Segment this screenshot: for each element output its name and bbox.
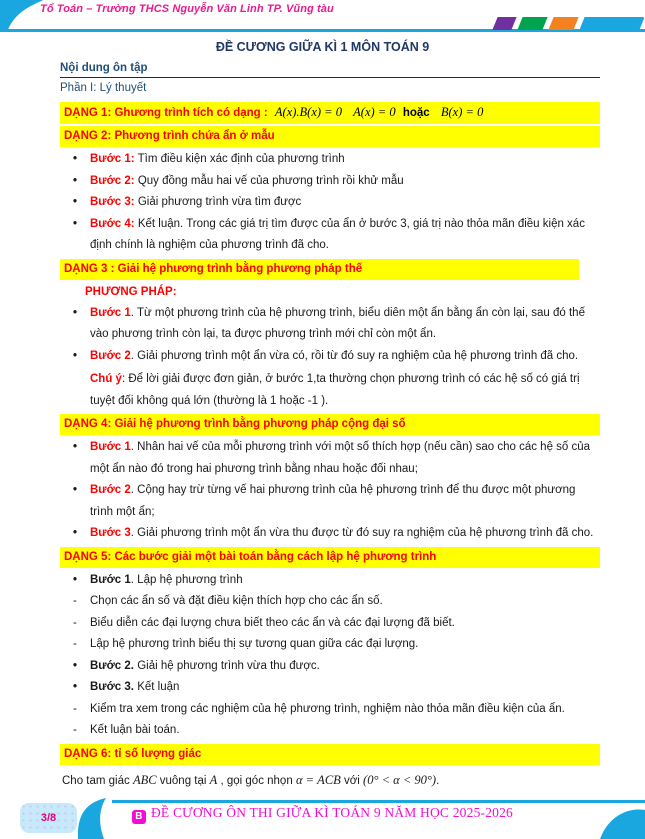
corner-arc-icon <box>591 803 645 839</box>
dash-marker: - <box>73 638 77 650</box>
dang6-sentence: Cho tam giác ABC vuông tại A , gọi góc nhọn α = ACB với (0° < α < 90°). <box>62 772 440 787</box>
list-item: • Bước 2: Quy đồng mẫu hai vế của phương trình rồi khử mẫu <box>60 171 600 193</box>
list-item: - Kiểm tra xem trong các nghiệm của hệ phương trình, nghiệm nào thỏa mãn điều kiện của ẩn. <box>60 699 600 721</box>
dang5-items <box>60 570 600 742</box>
school-name: Tổ Toán – Trường THCS Nguyễn Văn Linh TP. Vũng tàu <box>40 3 334 15</box>
orange-parallelogram-icon <box>548 17 578 30</box>
dash-marker: - <box>73 724 77 736</box>
bullet-marker: • <box>73 349 78 362</box>
list-item: - Chọn các ẩn số và đặt điều kiện thích hợp cho các ẩn số. <box>60 591 600 613</box>
list-item: - Kết luận bài toán. <box>60 720 600 742</box>
b-logo-icon: B <box>132 810 146 824</box>
dang3-heading: DẠNG 3 : Giải hệ phương trình bằng phương pháp thế <box>60 259 579 280</box>
dash-marker: - <box>73 595 77 607</box>
note-label: Chú ý <box>90 373 122 385</box>
dang2-heading: DẠNG 2: Phương trình chứa ẩn ở mẫu <box>60 126 600 147</box>
bullet-marker: • <box>73 527 78 539</box>
dang1-formula-3: B(x) = 0 <box>440 105 484 119</box>
bullet-marker: • <box>73 681 78 693</box>
bullet-marker: • <box>73 217 78 230</box>
bullet-marker: • <box>73 153 78 165</box>
footer-title: B ĐỀ CƯƠNG ÔN THI GIỮA KÌ TOÁN 9 NĂM HỌC 2025-2026 <box>0 805 645 824</box>
list-item: • Bước 1. Từ một phương trình của hệ phương trình, biểu diên một ẩn bằng ẩn còn lại, sau đó thế vào phương trình còn lại, ta được phương trình mới chỉ còn một ẩn. <box>60 303 600 346</box>
list-item: • Bước 3: Giải phương trình vừa tìm được <box>60 192 600 214</box>
list-item: • Bước 2. Giải hệ phương trình vừa thu được. <box>60 656 600 678</box>
bullet-marker: • <box>73 659 78 672</box>
page-title: ĐỀ CƯƠNG GIỮA KÌ 1 MÔN TOÁN 9 <box>215 40 430 54</box>
list-item: • Bước 3. Giải phương trình một ẩn vừa thu được từ đó suy ra nghiệm của hệ phương trình đã cho. <box>60 523 600 545</box>
bullet-marker: • <box>73 174 78 187</box>
section-heading: Nội dung ôn tập <box>60 62 600 78</box>
bullet-marker: • <box>73 196 78 208</box>
list-item: • Bước 1. Lập hệ phương trình <box>60 570 600 592</box>
page-footer <box>0 797 645 839</box>
list-item: • Bước 2. Giải phương trình một ẩn vừa có, rồi từ đó suy ra nghiệm của hệ phương trình đã cho. <box>60 346 600 368</box>
dang6-heading: DẠNG 6: tỉ số lượng giác <box>60 744 600 765</box>
part-heading: Phần I: Lý thuyết <box>60 82 147 94</box>
bullet-marker: • <box>73 484 78 496</box>
document-body <box>60 62 600 792</box>
dang4-heading: DẠNG 4: Giải hệ phương trình bằng phương pháp cộng đại số <box>60 414 600 435</box>
dang2-steps <box>60 149 600 257</box>
math-ABC: ABC <box>132 772 157 787</box>
list-item: • Bước 2. Cộng hay trừ từng vế hai phương trình của hệ phương trình để thu được một phương trình một ẩn; <box>60 480 600 523</box>
dang1-formula-2: A(x) = 0 <box>353 105 396 119</box>
list-item: • Bước 1: Tìm điều kiện xác định của phương trình <box>60 149 600 171</box>
dang3-steps <box>60 303 600 368</box>
dang1-label: DẠNG 1: Ghương trình tích có dạng : <box>64 107 268 119</box>
list-item: • Bước 1. Nhân hai vế của mỗi phương trình với một số thích hợp (nếu cần) sao cho các hệ số của một ẩn nào đó trong hai phương trình bằng nhau hoặc đối nhau; <box>60 437 600 480</box>
dash-marker: - <box>73 702 77 715</box>
bullet-marker: • <box>73 573 78 586</box>
bullet-marker: • <box>73 441 78 453</box>
dang1-formula-1: A(x).B(x) = 0 <box>274 105 342 119</box>
green-parallelogram-icon <box>517 17 547 30</box>
footer-rule <box>112 800 645 803</box>
dash-marker: - <box>73 616 77 629</box>
dang5-heading: DẠNG 5: Các bước giải một bài toán bằng cách lập hệ phương trình <box>60 547 600 568</box>
math-range: (0° < α < 90°) <box>363 772 437 787</box>
dang4-steps <box>60 437 600 545</box>
math-A: A <box>209 772 218 787</box>
page-header <box>0 0 645 36</box>
note-line: Chú ý: Để lời giải được đơn giản, ở bước 1,ta thường chọn phương trình có các hệ số có giá trị tuyệt đối không quá lớn (thường là 1 hoặc -1 ). <box>90 373 580 407</box>
list-item: • Bước 3. Kết luận <box>60 677 600 699</box>
purple-parallelogram-icon <box>492 17 516 30</box>
cyan-parallelogram-icon <box>579 17 644 30</box>
math-angle: α = ACB <box>295 772 341 787</box>
method-heading: PHƯƠNG PHÁP: <box>85 285 177 298</box>
list-item: • Bước 4: Kết luận. Trong các giá trị tìm được của ẩn ở bước 3, giá trị nào thỏa mãn điều kiện xác định chính là nghiệm của phương trình đã cho. <box>60 214 600 257</box>
bullet-marker: • <box>73 306 78 319</box>
list-item: - Lập hệ phương trình biểu thị sự tương quan giữa các đại lượng. <box>60 634 600 656</box>
dang1-heading <box>60 102 600 124</box>
page-number-badge: 3/8 <box>20 803 77 833</box>
header-shapes <box>495 17 642 30</box>
dang1-conjunction: hoặc <box>402 107 430 119</box>
list-item: - Biểu diễn các đại lượng chưa biết theo các ẩn và các đại lượng đã biết. <box>60 613 600 635</box>
